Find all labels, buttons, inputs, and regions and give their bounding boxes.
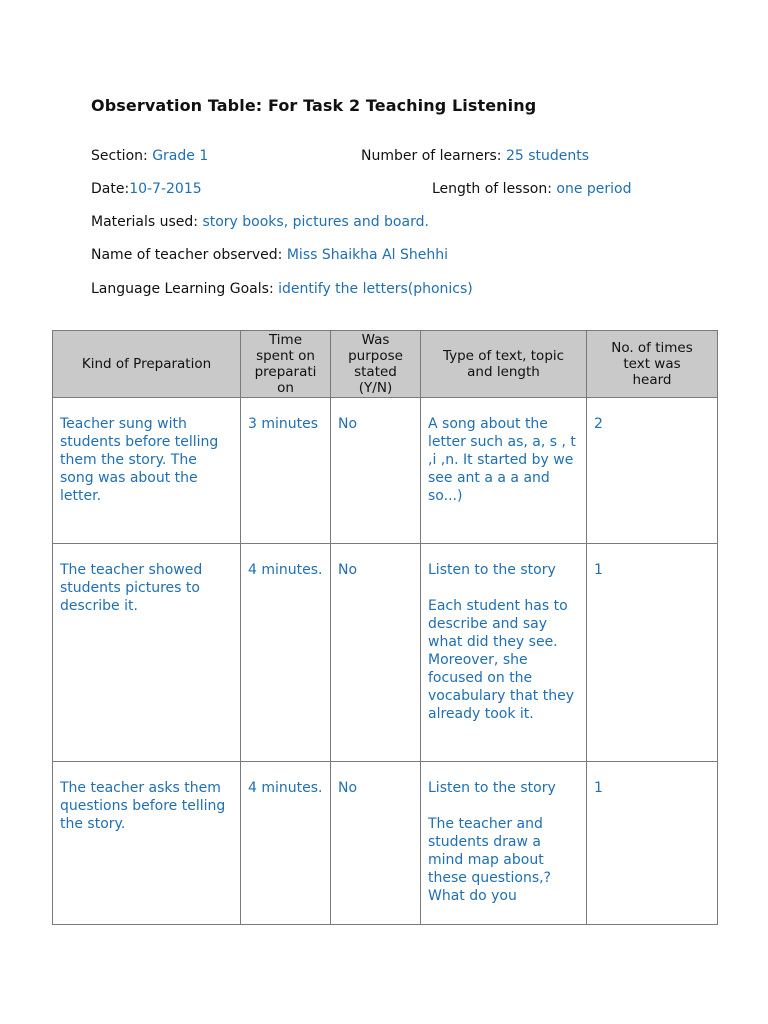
materials-field [91, 213, 429, 231]
observation-table [52, 330, 718, 925]
length-label: Length of lesson: [432, 181, 557, 197]
header-kind-of-preparation: Kind of Preparation [53, 331, 241, 398]
table-row [53, 398, 718, 544]
teacher-field [91, 246, 448, 264]
teacher-value: Miss Shaikha Al Shehhi [286, 247, 449, 263]
header-type-of-text: Type of text, topic and length [421, 331, 587, 398]
cell-purpose: No [331, 762, 421, 925]
cell-type-text [421, 544, 587, 762]
cell-kind: Teacher sung with students before telling them the story. The song was about the letter. [53, 398, 241, 544]
page-title: Observation Table: For Task 2 Teaching Listening [91, 96, 537, 115]
cell-purpose: No [331, 544, 421, 762]
date-label: Date: [91, 181, 130, 197]
type-text-line-1: Listen to the story [428, 562, 556, 578]
learners-label: Number of learners: [361, 148, 506, 164]
cell-type-text: A song about the letter such as, a, s , t ,i ,n. It started by we see ant a a a and so...) [421, 398, 587, 544]
type-text-line-1: Listen to the story [428, 780, 556, 796]
cell-times-heard: 1 [587, 544, 718, 762]
table-header-row [53, 331, 718, 398]
materials-label: Materials used: [91, 214, 203, 230]
section-value: Grade 1 [152, 148, 209, 164]
cell-time: 4 minutes. [241, 544, 331, 762]
cell-purpose: No [331, 398, 421, 544]
header-purpose-stated: Was purpose stated (Y/N) [331, 331, 421, 398]
cell-times-heard: 1 [587, 762, 718, 925]
header-times-heard: No. of times text was heard [587, 331, 718, 398]
header-time-spent: Time spent on preparati on [241, 331, 331, 398]
type-text-line-2: Each student has to describe and say what did they see. Moreover, she focused on the vocabulary that they already took it. [428, 598, 574, 722]
cell-type-text [421, 762, 587, 925]
length-field [432, 180, 632, 198]
cell-kind: The teacher asks them questions before telling the story. [53, 762, 241, 925]
table-row [53, 544, 718, 762]
goals-value: identify the letters(phonics) [278, 281, 473, 297]
table-row [53, 762, 718, 925]
length-value: one period [556, 181, 632, 197]
materials-value: story books, pictures and board. [202, 214, 429, 230]
learners-field [361, 147, 589, 165]
cell-time: 4 minutes. [241, 762, 331, 925]
goals-field [91, 280, 473, 298]
type-text-line-2: The teacher and students draw a mind map about these questions,? What do you [428, 816, 551, 904]
cell-times-heard: 2 [587, 398, 718, 544]
teacher-label: Name of teacher observed: [91, 247, 287, 263]
section-label: Section: [91, 148, 153, 164]
date-value: 10-7-2015 [129, 181, 202, 197]
date-field [91, 180, 202, 198]
learners-value: 25 students [505, 148, 590, 164]
cell-kind: The teacher showed students pictures to describe it. [53, 544, 241, 762]
cell-time: 3 minutes [241, 398, 331, 544]
section-field [91, 147, 208, 165]
goals-label: Language Learning Goals: [91, 281, 279, 297]
